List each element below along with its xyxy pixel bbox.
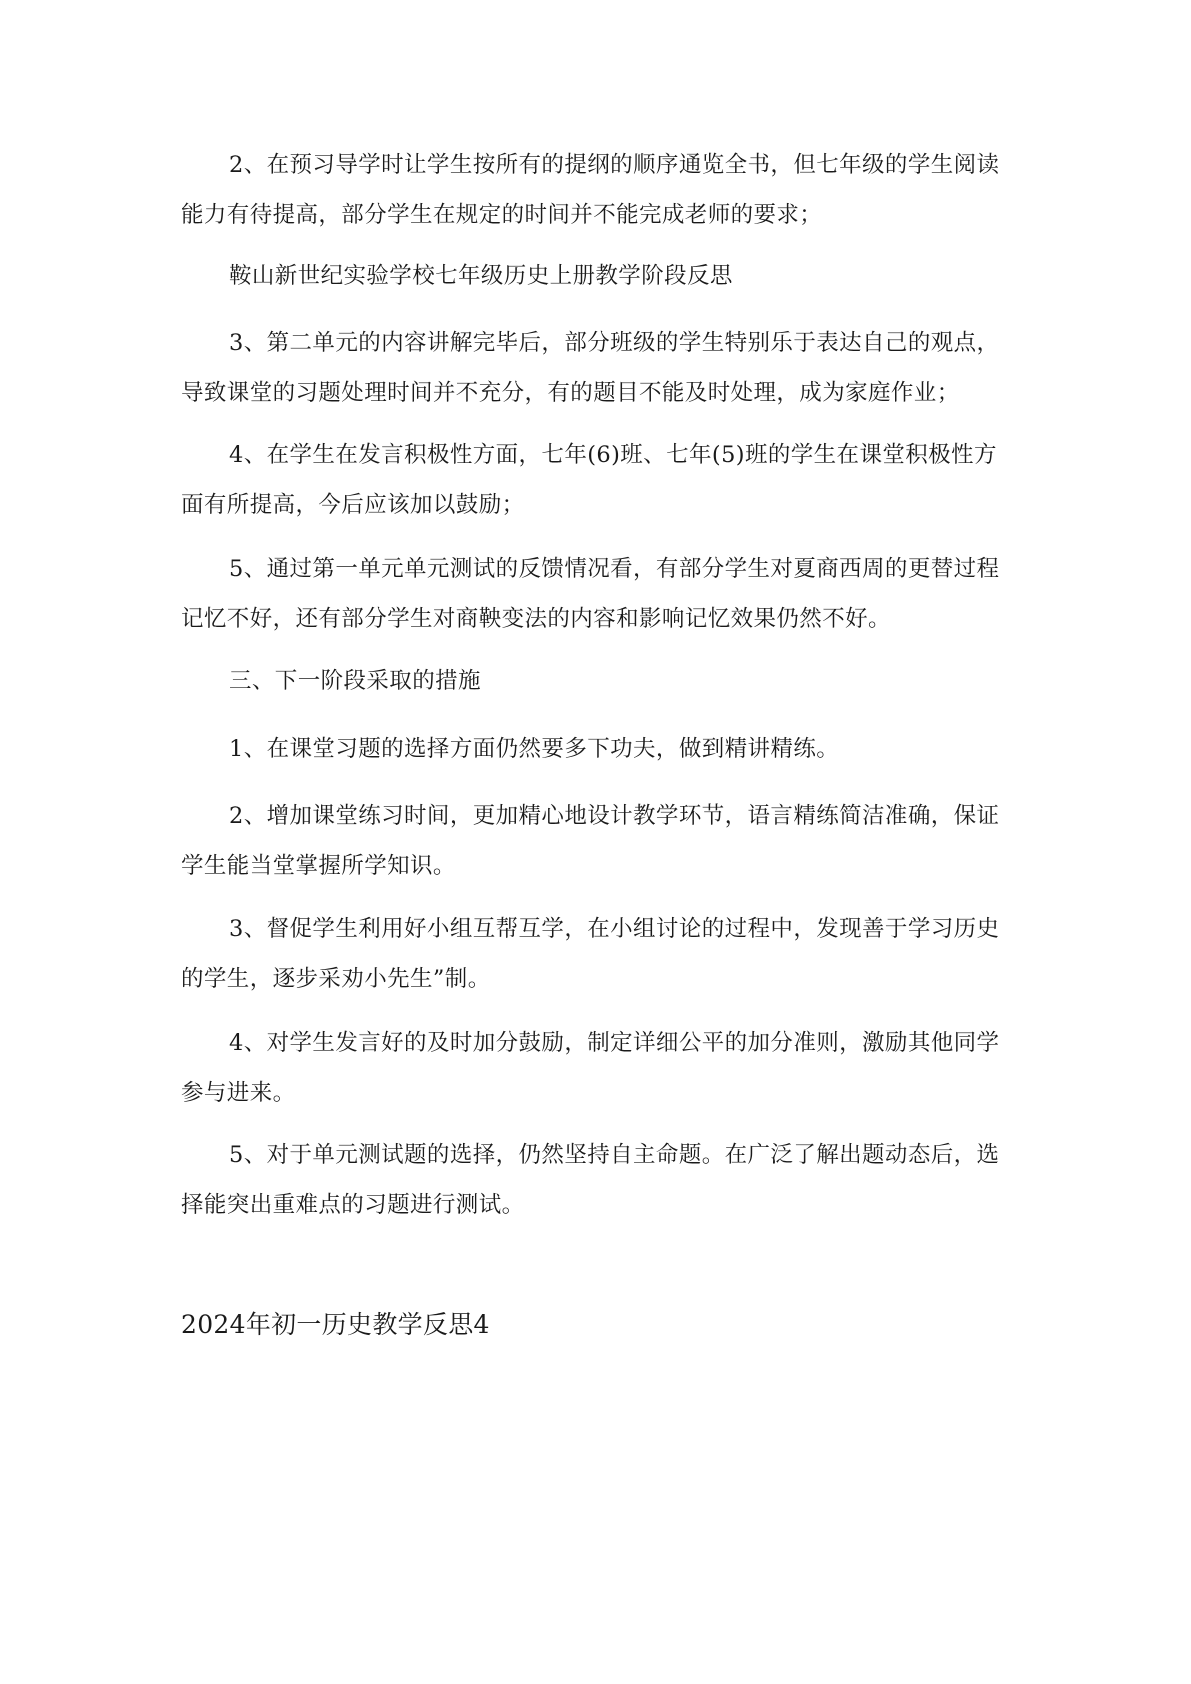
section-title: 2024年初一历史教学反思4 xyxy=(181,1310,490,1339)
paragraph-class-participation: 4、在学生在发言积极性方面，七年(6)班、七年(5)班的学生在课堂积极性方面有所提高，今后应该加以鼓励； xyxy=(181,442,997,518)
paragraph-school-title: 鞍山新世纪实验学校七年级历史上册教学阶段反思 xyxy=(229,263,733,289)
paragraph-preview-reading: 2、在预习导学时让学生按所有的提纲的顺序通览全书，但七年级的学生阅读能力有待提高，部分学生在规定的时间并不能完成老师的要求； xyxy=(181,152,1000,228)
paragraph-measure-5: 5、对于单元测试题的选择，仍然坚持自主命题。在广泛了解出题动态后，选择能突出重难点的习题进行测试。 xyxy=(181,1142,1000,1218)
paragraph-measure-4: 4、对学生发言好的及时加分鼓励，制定详细公平的加分准则，激励其他同学参与进来。 xyxy=(181,1030,1000,1106)
paragraph-next-measures-heading: 三、下一阶段采取的措施 xyxy=(229,668,481,694)
paragraph-unit-test-feedback: 5、通过第一单元单元测试的反馈情况看，有部分学生对夏商西周的更替过程记忆不好，还有部分学生对商鞅变法的内容和影响记忆效果仍然不好。 xyxy=(181,556,1000,632)
paragraph-measure-2: 2、增加课堂练习时间，更加精心地设计教学环节，语言精练简洁准确，保证学生能当堂掌握所学知识。 xyxy=(181,803,1000,879)
paragraph-unit-two: 3、第二单元的内容讲解完毕后，部分班级的学生特别乐于表达自己的观点，导致课堂的习题处理时间并不充分，有的题目不能及时处理，成为家庭作业； xyxy=(181,330,1000,406)
paragraph-measure-1: 1、在课堂习题的选择方面仍然要多下功夫，做到精讲精练。 xyxy=(229,736,840,762)
paragraph-measure-3: 3、督促学生利用好小组互帮互学，在小组讨论的过程中，发现善于学习历史的学生，逐步采劝小先生”制。 xyxy=(181,916,1000,992)
